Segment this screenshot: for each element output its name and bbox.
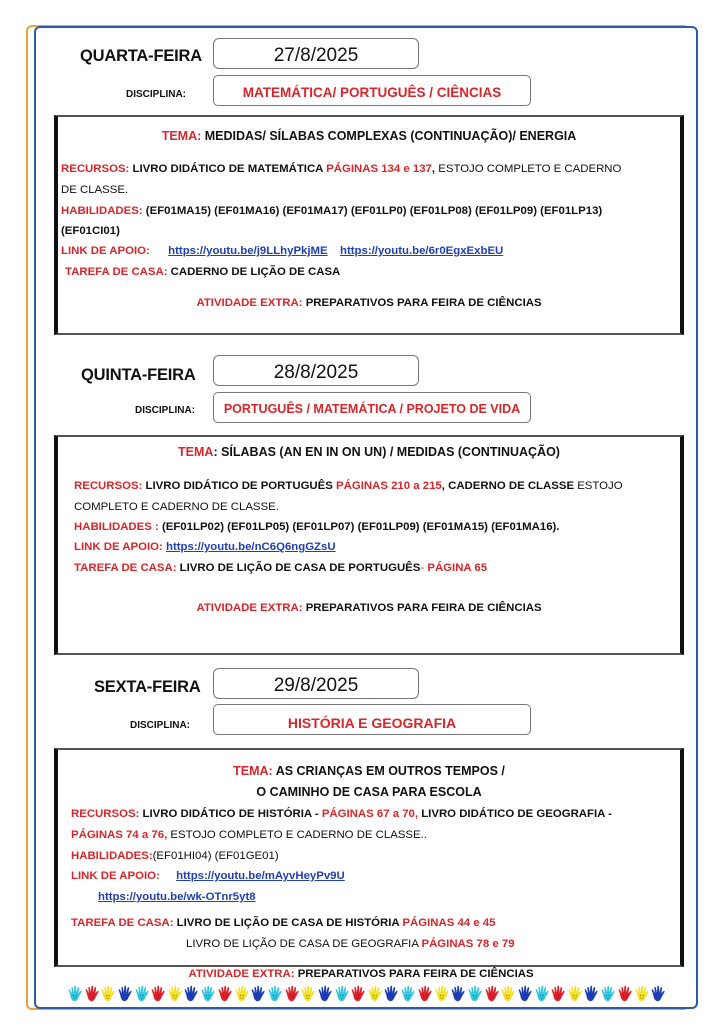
discipline-box-wednesday: MATEMÁTICA/ PORTUGUÊS / CIÊNCIAS	[213, 75, 531, 106]
hand-icon	[534, 985, 550, 1003]
discipline-box-friday: HISTÓRIA E GEOGRAFIA	[213, 704, 531, 735]
recursos-text-mid: , CADERNO DE CLASSE	[441, 480, 578, 492]
tema-line	[58, 126, 680, 146]
hand-icon	[150, 985, 166, 1003]
recursos-pages: PÁGINAS 134 e 137	[326, 163, 432, 175]
extra-text: PREPARATIVOS PARA FEIRA DE CIÊNCIAS	[294, 968, 534, 980]
extra-text: PREPARATIVOS PARA FEIRA DE CIÊNCIAS	[302, 297, 542, 309]
discipline-label: DISCIPLINA:	[126, 89, 186, 100]
hand-icon	[134, 985, 150, 1003]
discipline-label: DISCIPLINA:	[135, 405, 195, 416]
hand-icon	[650, 985, 666, 1003]
recursos-line	[61, 159, 621, 179]
recursos-line-2	[71, 825, 427, 845]
link-line	[61, 241, 503, 261]
lesson-box-thursday	[54, 435, 684, 655]
recursos-label: RECURSOS:	[71, 808, 140, 820]
hand-icon	[284, 985, 300, 1003]
tarefa-line	[74, 558, 487, 578]
recursos-pages: PÁGINAS 67 a 70,	[321, 808, 419, 820]
extra-text: PREPARATIVOS PARA FEIRA DE CIÊNCIAS	[302, 602, 542, 614]
support-link-2[interactable]: https://youtu.be/6r0EgxExbEU	[339, 245, 504, 257]
habilidades-line	[71, 846, 279, 866]
recursos-line	[74, 476, 623, 496]
habilidades-label: HABILIDADES :	[74, 521, 159, 533]
day-title-wednesday: QUARTA-FEIRA	[80, 47, 202, 65]
link-line	[71, 866, 345, 886]
hand-icon	[417, 985, 433, 1003]
tema-line	[58, 442, 680, 462]
tema-text: : SÍLABAS (AN EN IN ON UN) / MEDIDAS (CONTINUAÇÃO)	[213, 445, 560, 459]
extra-label: ATIVIDADE EXTRA:	[196, 602, 303, 614]
date-box-friday: 29/8/2025	[213, 668, 419, 699]
lesson-box-wednesday	[54, 115, 684, 335]
hand-icon	[600, 985, 616, 1003]
habilidades-line-2: (EF01CI01)	[61, 225, 120, 237]
date-box-wednesday: 27/8/2025	[213, 38, 419, 69]
extra-line	[58, 293, 680, 313]
link-label: LINK DE APOIO:	[61, 245, 150, 257]
hand-icon	[234, 985, 250, 1003]
hand-icon	[517, 985, 533, 1003]
recursos-text-2: ESTOJO COMPLETO E CADERNO DE CLASSE..	[167, 829, 427, 841]
hand-icon	[200, 985, 216, 1003]
hand-icon	[583, 985, 599, 1003]
recursos-line-2: DE CLASSE.	[61, 184, 129, 196]
tarefa-pages-2: PÁGINAS 78 e 79	[421, 938, 515, 950]
hand-icon	[183, 985, 199, 1003]
recursos-line-2: COMPLETO E CADERNO DE CLASSE.	[74, 501, 279, 513]
hand-icon	[217, 985, 233, 1003]
recursos-line	[71, 804, 612, 824]
support-link-1[interactable]: https://youtu.be/mAyvHeyPv9U	[176, 870, 345, 882]
discipline-label: DISCIPLINA:	[130, 720, 190, 731]
extra-line-friday	[0, 968, 722, 980]
tarefa-sep: -	[420, 562, 428, 574]
tarefa-label: TAREFA DE CASA:	[65, 266, 168, 278]
habilidades-line	[61, 201, 602, 221]
hand-icon	[434, 985, 450, 1003]
tarefa-text: CADERNO DE LIÇÃO DE CASA	[167, 266, 341, 278]
recursos-pages: PÁGINAS 210 a 215	[336, 480, 442, 492]
recursos-label: RECURSOS:	[74, 480, 143, 492]
recursos-text: LIVRO DIDÁTICO DE HISTÓRIA -	[139, 808, 322, 820]
hand-icon	[334, 985, 350, 1003]
hand-icon	[300, 985, 316, 1003]
hand-icon	[250, 985, 266, 1003]
tarefa-label: TAREFA DE CASA:	[74, 562, 177, 574]
support-link-2[interactable]: https://youtu.be/wk-OTnr5yt8	[98, 891, 256, 903]
tema-text: AS CRIANÇAS EM OUTROS TEMPOS /	[272, 764, 505, 778]
hand-icon	[400, 985, 416, 1003]
link-label: LINK DE APOIO:	[71, 870, 160, 882]
tarefa-pages: PÁGINAS 44 e 45	[402, 917, 496, 929]
hand-icon	[567, 985, 583, 1003]
hand-icon	[383, 985, 399, 1003]
tema-label: TEMA:	[233, 764, 273, 778]
habilidades-line	[74, 517, 560, 537]
hand-icon	[467, 985, 483, 1003]
tarefa-text: LIVRO DE LIÇÃO DE CASA DE PORTUGUÊS	[176, 562, 421, 574]
discipline-box-thursday: PORTUGUÊS / MATEMÁTICA / PROJETO DE VIDA	[213, 392, 531, 423]
recursos-text: LIVRO DIDÁTICO DE MATEMÁTICA	[129, 163, 327, 175]
habilidades-codes: (EF01LP02) (EF01LP05) (EF01LP07) (EF01LP09) (EF01MA15) (EF01MA16).	[158, 521, 560, 533]
hand-icon	[350, 985, 366, 1003]
hand-icon	[84, 985, 100, 1003]
hand-icon	[117, 985, 133, 1003]
lesson-box-friday	[54, 748, 684, 967]
date-box-thursday: 28/8/2025	[213, 355, 419, 386]
hand-icon	[317, 985, 333, 1003]
hand-icon	[167, 985, 183, 1003]
tarefa-line-2	[186, 934, 515, 954]
tema-label: TEMA	[178, 445, 214, 459]
tarefa-text-2: LIVRO DE LIÇÃO DE CASA DE GEOGRAFIA	[186, 938, 422, 950]
support-link-1[interactable]: https://youtu.be/nC6Q6ngGZsU	[165, 541, 336, 553]
hand-icon	[617, 985, 633, 1003]
tema-line	[58, 761, 680, 781]
hand-icon	[550, 985, 566, 1003]
tarefa-line	[71, 913, 495, 933]
extra-label: ATIVIDADE EXTRA:	[196, 297, 303, 309]
habilidades-label: HABILIDADES:	[61, 205, 143, 217]
recursos-text-cont: LIVRO DIDÁTICO DE GEOGRAFIA -	[418, 808, 612, 820]
extra-label: ATIVIDADE EXTRA:	[188, 968, 295, 980]
link-line-2	[98, 887, 256, 907]
link-line	[74, 537, 336, 557]
recursos-pages-2: PÁGINAS 74 a 76,	[71, 829, 168, 841]
habilidades-codes: (EF01HI04) (EF01GE01)	[152, 850, 279, 862]
habilidades-label: HABILIDADES:	[71, 850, 153, 862]
extra-line	[58, 598, 680, 618]
habilidades-codes: (EF01MA15) (EF01MA16) (EF01MA17) (EF01LP0) (EF01LP08) (EF01LP09) (EF01LP13)	[142, 205, 603, 217]
tema-label: TEMA:	[161, 129, 202, 143]
tarefa-pages: PÁGINA 65	[427, 562, 488, 574]
link-label: LINK DE APOIO:	[74, 541, 163, 553]
hand-icon	[484, 985, 500, 1003]
hands-decorative-border	[67, 985, 667, 1005]
recursos-text-cont: ESTOJO	[577, 480, 623, 492]
hand-icon	[634, 985, 650, 1003]
day-title-friday: SEXTA-FEIRA	[94, 678, 201, 696]
recursos-text: LIVRO DIDÁTICO DE PORTUGUÊS	[142, 480, 337, 492]
tarefa-line	[65, 262, 340, 282]
tarefa-text: LIVRO DE LIÇÃO DE CASA DE HISTÓRIA	[173, 917, 403, 929]
recursos-text-cont: ESTOJO COMPLETO E CADERNO	[438, 163, 622, 175]
recursos-sep: ,	[431, 163, 439, 175]
tema-text: MEDIDAS/ SÍLABAS COMPLEXAS (CONTINUAÇÃO)/ ENERGIA	[201, 129, 577, 143]
hand-icon	[367, 985, 383, 1003]
tema-line-2: O CAMINHO DE CASA PARA ESCOLA	[256, 785, 482, 799]
tarefa-label: TAREFA DE CASA:	[71, 917, 174, 929]
hand-icon	[267, 985, 283, 1003]
hand-icon	[67, 985, 83, 1003]
day-title-thursday: QUINTA-FEIRA	[81, 366, 196, 384]
hand-icon	[450, 985, 466, 1003]
support-link-1[interactable]: https://youtu.be/j9LLhyPkjME	[168, 245, 328, 257]
recursos-label: RECURSOS:	[61, 163, 130, 175]
hand-icon	[100, 985, 116, 1003]
hand-icon	[500, 985, 516, 1003]
